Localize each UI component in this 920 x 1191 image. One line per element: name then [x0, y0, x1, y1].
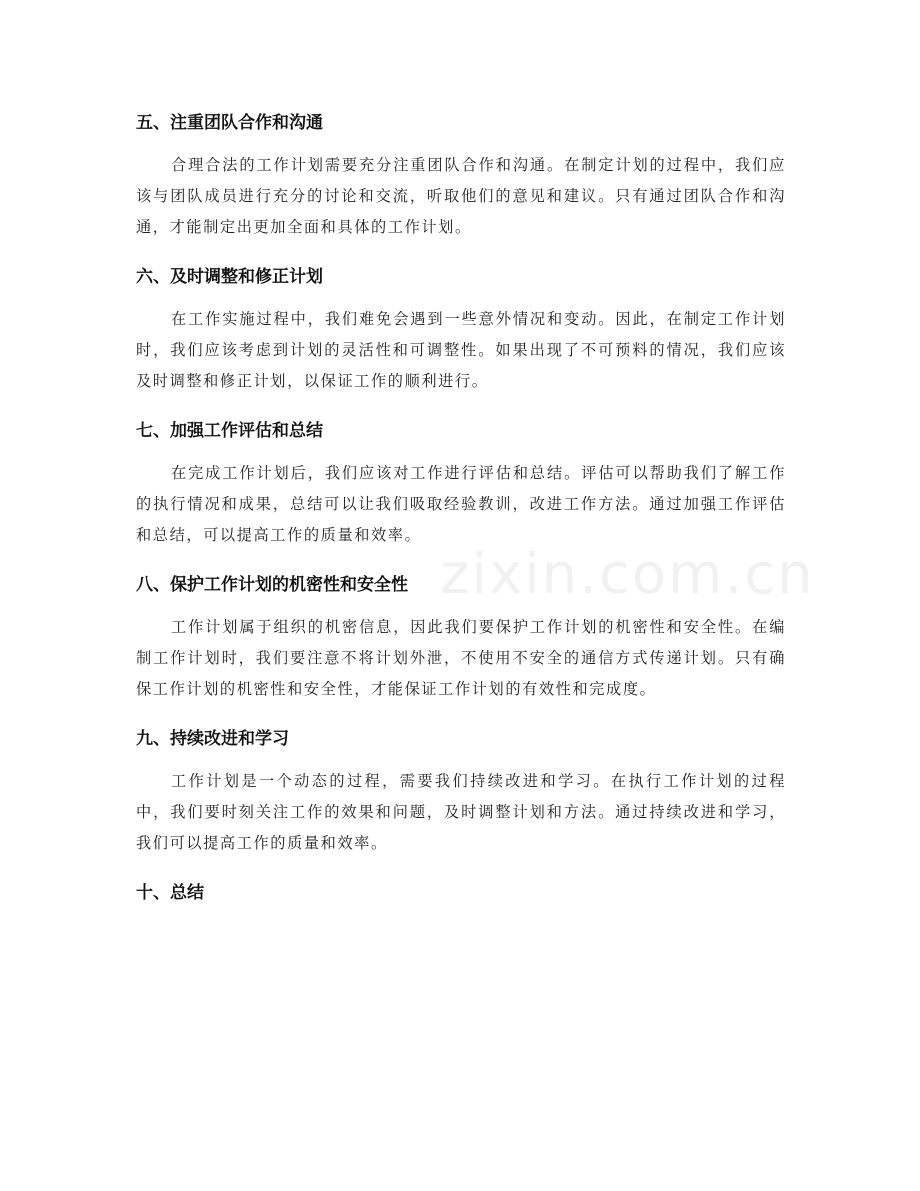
section-6 — [136, 260, 786, 397]
section-8 — [136, 568, 786, 705]
section-paragraph: 工作计划属于组织的机密信息，因此我们要保护工作计划的机密性和安全性。在编制工作计划时，我们要注意不将计划外泄，不使用不安全的通信方式传递计划。只有确保工作计划的机密性和安全性，才能保证工作计划的有效性和完成度。 — [136, 618, 786, 698]
section-paragraph: 在工作实施过程中，我们难免会遇到一些意外情况和变动。因此，在制定工作计划时，我们应该考虑到计划的灵活性和可调整性。如果出现了不可预料的情况，我们应该及时调整和修正计划，以保证工作的顺利进行。 — [136, 310, 786, 390]
section-heading: 六、及时调整和修正计划 — [136, 267, 323, 287]
section-heading: 七、加强工作评估和总结 — [136, 421, 323, 441]
section-heading: 五、注重团队合作和沟通 — [136, 113, 323, 133]
section-heading: 九、持续改进和学习 — [136, 729, 289, 749]
section-heading: 八、保护工作计划的机密性和安全性 — [136, 575, 408, 595]
section-7 — [136, 414, 786, 551]
section-paragraph: 在完成工作计划后，我们应该对工作进行评估和总结。评估可以帮助我们了解工作的执行情况和成果，总结可以让我们吸取经验教训，改进工作方法。通过加强工作评估和总结，可以提高工作的质量和效率。 — [136, 464, 786, 544]
document-body — [136, 106, 786, 920]
section-5 — [136, 106, 786, 243]
watermark: zixin.com.cn — [440, 542, 815, 607]
section-10 — [136, 876, 786, 910]
section-heading: 十、总结 — [136, 883, 204, 903]
section-paragraph: 工作计划是一个动态的过程，需要我们持续改进和学习。在执行工作计划的过程中，我们要时刻关注工作的效果和问题，及时调整计划和方法。通过持续改进和学习，我们可以提高工作的质量和效率。 — [136, 772, 786, 852]
section-paragraph: 合理合法的工作计划需要充分注重团队合作和沟通。在制定计划的过程中，我们应该与团队成员进行充分的讨论和交流，听取他们的意见和建议。只有通过团队合作和沟通，才能制定出更加全面和具体的工作计划。 — [136, 156, 786, 236]
section-9 — [136, 722, 786, 859]
